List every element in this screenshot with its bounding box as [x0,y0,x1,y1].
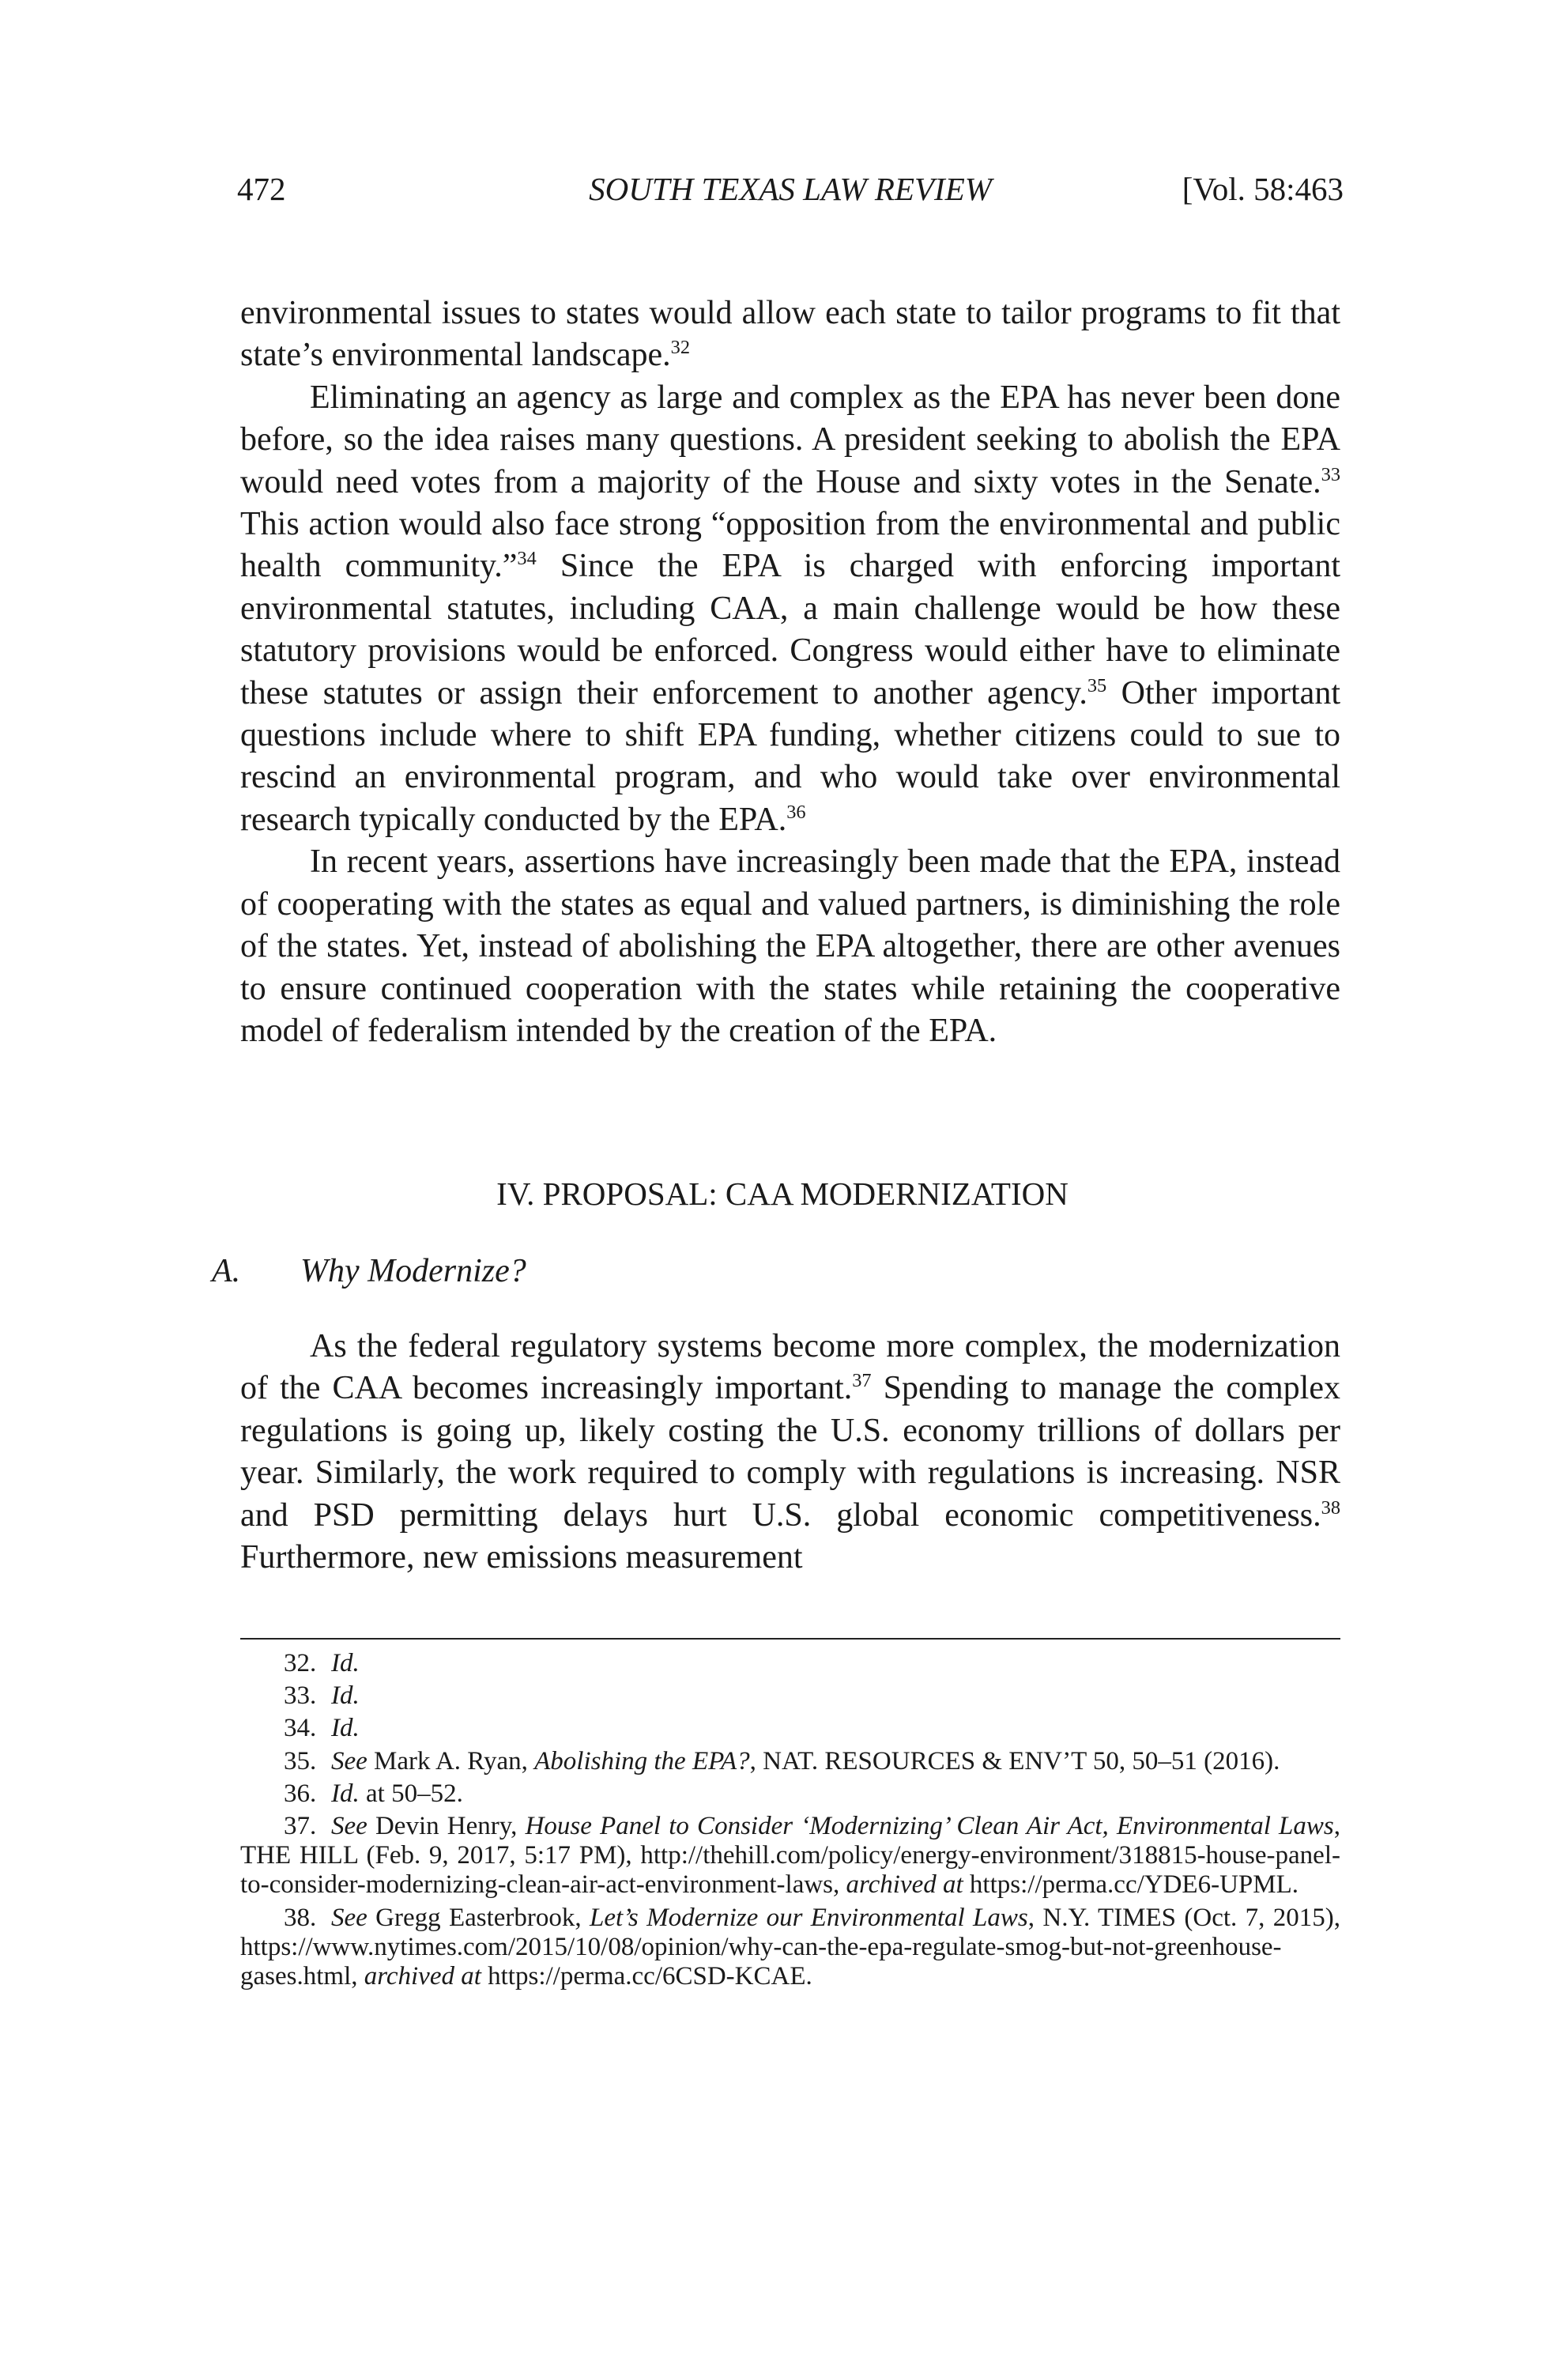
footnote-ref: 32 [670,337,691,359]
subsection-heading [212,1252,526,1290]
footnote-ref: 34 [517,548,537,570]
volume-citation: [Vol. 58:463 [1182,171,1344,207]
journal-title: SOUTH TEXAS LAW REVIEW [589,171,992,207]
section-heading: IV. PROPOSAL: CAA MODERNIZATION [496,1175,1069,1212]
footnote-ref: 33 [1321,463,1340,485]
footnote-ref: 35 [1087,674,1107,696]
paragraph-eliminating-epa: Eliminating an agency as large and complex as the EPA has never been done before, so the idea raises many questions. A president seeking to abolish the EPA would need votes from a majority of the House and sixty votes in the Senate.$^{33}$ This action would also face strong “opposition from the environmental and public health community.”$^{34}$ Since the EPA is charged with enforcing important environmental statutes, including CAA, a main challenge would be how these statutory provisions would be enforced. Congress would either have to eliminate these statutes or assign their enforcement to another agency.$^{35}$ Other important questions include where to shift EPA funding, whether citizens could to sue to rescind an environmental program, and who would take over environmental research typically conducted by the EPA.$^{36}$ [240,379,1340,838]
footnote-ref: 36 [786,801,806,823]
footnote-36: 36. Id. at 50–52. [284,1779,463,1808]
footnotes [240,1649,1340,1994]
footnote-37: 37. See Devin Henry, House Panel to Consider ‘Modernizing’ Clean Air Act, Environmental Laws, THE HILL (Feb. 9, 2017, 5:17 PM), http://thehill.com/policy/energy-environment/318815-house-panel-to-consider-modernizing-clean-air-act-environment-laws, archived at https://perma.cc/YDE6-UPML. [240,1812,1340,1900]
footnote-34: 34. Id. [284,1714,360,1743]
paragraph-continuation: environmental issues to states would allow each state to tailor programs to fit that state’s environmental landscape.$^{32}$ [240,295,1340,374]
footnote-divider [240,1638,1340,1640]
footnote-ref: 38 [1321,1496,1340,1519]
body-text-top [240,292,1340,1052]
footnote-33: 33. Id. [284,1681,360,1711]
body-text-bottom [240,1326,1340,1579]
footnote-32: 32. Id. [284,1649,360,1677]
subsection-letter: A. [212,1253,241,1289]
paragraph-why-modernize: As the federal regulatory systems become more complex, the modernization of the CAA becomes increasingly important.$^{37}$ Spending to manage the complex regulations is going up, likely costing the U.S. economy trillions of dollars per year. Similarly, the work required to comply with regulations is increasing. NSR and PSD permitting delays hurt U.S. global economic competitiveness.$^{38}$ Furthermore, new emissions measurement [240,1328,1340,1576]
subsection-title: Why Modernize? [300,1253,526,1289]
footnote-35: 35. See Mark A. Ryan, Abolishing the EPA?, NAT. RESOURCES & ENV’T 50, 50–51 (2016). [284,1746,1280,1775]
running-header [237,170,1344,217]
footnote-38: 38. See Gregg Easterbrook, Let’s Modernize our Environmental Laws, N.Y. TIMES (Oct. 7, 2015), https://www.nytimes.com/2015/10/08/opinion/why-can-the-epa-regulate-smog-but-not-greenhouse-gases.html, archived at https://perma.cc/6CSD-KCAE. [240,1903,1340,1991]
page-number: 472 [237,171,286,207]
paragraph-recent-years: In recent years, assertions have increasingly been made that the EPA, instead of cooperating with the states as equal and valued partners, is diminishing the role of the states. Yet, instead of abolishing the EPA altogether, there are other avenues to ensure continued cooperation with the states while retaining the cooperative model of federalism intended by the creation of the EPA. [240,843,1340,1049]
footnote-ref: 37 [852,1370,872,1392]
